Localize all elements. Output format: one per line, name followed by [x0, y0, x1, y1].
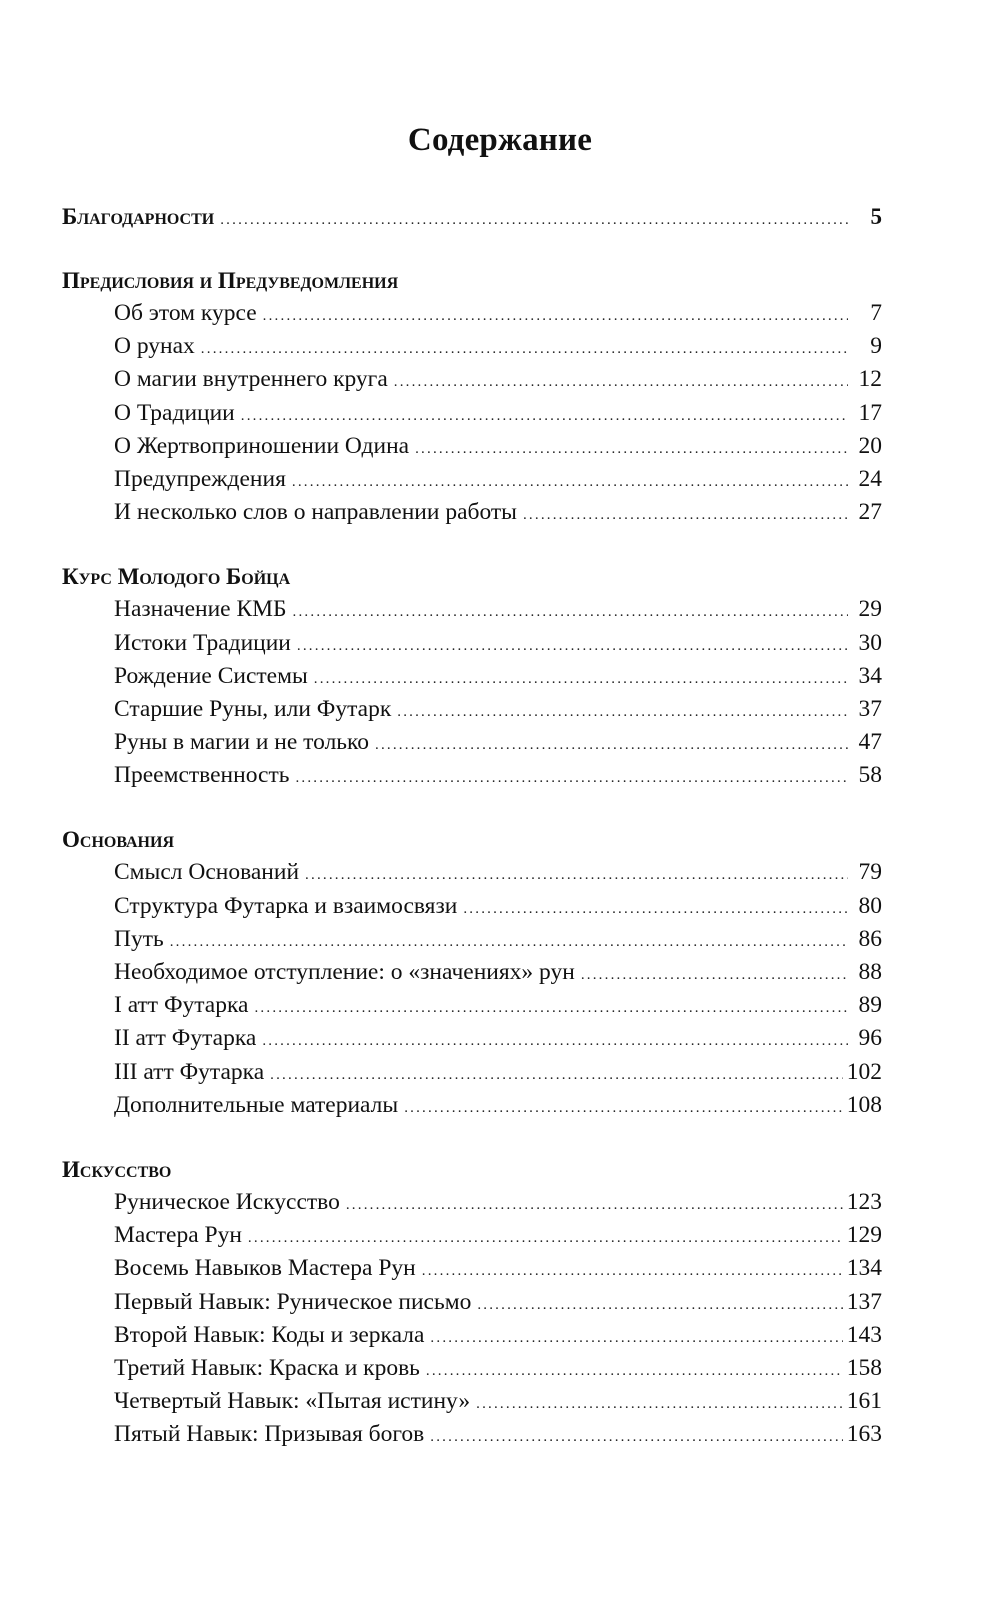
toc-entry — [114, 1219, 882, 1252]
dot-leader — [463, 893, 848, 926]
page-number: 47 — [858, 729, 882, 756]
page-number: 9 — [870, 333, 882, 360]
section-heading: Курс Молодого Бойца — [62, 564, 291, 590]
entry-title: Истоки Традиции — [114, 629, 291, 656]
entry-title: Восемь Навыков Мастера Рун — [114, 1255, 416, 1282]
page-number: 12 — [858, 366, 882, 393]
page-number: 108 — [846, 1091, 882, 1118]
page-number: 27 — [858, 499, 882, 526]
dot-leader — [314, 663, 848, 696]
dot-leader — [262, 1025, 848, 1058]
page-number: 163 — [846, 1421, 882, 1448]
toc-entry — [114, 1418, 882, 1451]
dot-leader — [297, 630, 848, 663]
dot-leader — [170, 926, 848, 959]
page-number: 17 — [858, 399, 882, 426]
toc-entry — [114, 1385, 882, 1418]
dot-leader — [430, 1322, 842, 1355]
dot-leader — [426, 1355, 843, 1388]
toc-entry — [114, 1056, 882, 1089]
page-number: 161 — [846, 1388, 882, 1415]
page-number: 102 — [846, 1058, 882, 1085]
toc-entry — [114, 660, 882, 693]
toc-entry — [114, 496, 882, 529]
entry-title: Назначение КМБ — [114, 596, 287, 623]
toc-section-acknowledgements — [62, 200, 882, 233]
section-heading-row — [62, 200, 882, 233]
toc-entry — [114, 1089, 882, 1122]
toc-entry — [114, 463, 882, 496]
entry-title: Мастера Рун — [114, 1222, 242, 1249]
toc-entry — [114, 1252, 882, 1285]
page-number: 7 — [870, 300, 882, 326]
toc-entry — [114, 363, 882, 396]
page-number: 30 — [858, 629, 882, 656]
dot-leader — [581, 959, 848, 992]
page-number: 58 — [858, 762, 882, 789]
toc-entry — [114, 593, 882, 626]
toc-entry — [114, 726, 882, 759]
dot-leader — [523, 499, 848, 532]
toc-entry — [114, 1352, 882, 1385]
toc-entry — [114, 759, 882, 792]
dot-leader — [397, 696, 848, 729]
section-heading: Благодарности — [62, 204, 215, 229]
dot-leader — [305, 859, 848, 892]
entry-title: Структура Футарка и взаимосвязи — [114, 892, 458, 919]
dot-leader — [476, 1388, 843, 1421]
entry-title: Третий Навык: Краска и кровь — [114, 1354, 420, 1381]
dot-leader — [241, 400, 848, 433]
entry-title: Предупреждения — [114, 465, 286, 492]
dot-leader — [263, 300, 848, 333]
page-number: 37 — [858, 695, 882, 722]
entry-title: Руны в магии и не только — [114, 729, 369, 756]
page-number: 158 — [846, 1354, 882, 1381]
dot-leader — [293, 596, 848, 629]
toc-entry — [114, 1319, 882, 1352]
dot-leader — [477, 1289, 842, 1322]
toc-entry — [114, 693, 882, 726]
page-number: 80 — [858, 892, 882, 919]
toc-entry — [114, 1286, 882, 1319]
entry-title: Смысл Оснований — [114, 859, 300, 886]
dot-leader — [295, 762, 848, 795]
entry-title: Рождение Системы — [114, 662, 308, 689]
toc-entry — [114, 330, 882, 363]
dot-leader — [292, 466, 848, 499]
page-number: 143 — [846, 1321, 882, 1348]
entry-title: Старшие Руны, или Футарк — [114, 695, 392, 722]
page-number: 129 — [846, 1222, 882, 1249]
toc-section-prefaces — [62, 264, 882, 529]
dot-leader — [248, 1222, 843, 1255]
toc-entry — [114, 856, 882, 889]
section-heading: Искусство — [62, 1156, 172, 1182]
dot-leader — [430, 1421, 842, 1454]
entry-title: II атт Футарка — [114, 1025, 257, 1052]
dot-leader — [422, 1255, 843, 1288]
entry-title: Дополнительные материалы — [114, 1091, 399, 1118]
entry-title: И несколько слов о направлении работы — [114, 499, 517, 526]
page-number: 137 — [846, 1288, 882, 1315]
entry-title: Четвертый Навык: «Пытая истину» — [114, 1388, 471, 1415]
dot-leader — [270, 1059, 843, 1092]
toc-entry — [114, 627, 882, 660]
toc-entry — [114, 1022, 882, 1055]
page-number: 20 — [858, 432, 882, 459]
dot-leader — [254, 992, 848, 1025]
dot-leader — [415, 433, 848, 466]
toc-section-basic-course — [62, 560, 882, 792]
toc-entry — [114, 430, 882, 463]
toc-entry — [114, 956, 882, 989]
entry-title: Преемственность — [114, 762, 290, 789]
page-number: 134 — [846, 1255, 882, 1282]
entry-title: I атт Футарка — [114, 992, 249, 1019]
entry-title: Первый Навык: Руническое письмо — [114, 1288, 472, 1315]
page-number: 24 — [858, 465, 882, 492]
dot-leader — [375, 729, 848, 762]
toc-entry — [114, 890, 882, 923]
dot-leader — [201, 333, 848, 366]
page-number: 34 — [858, 662, 882, 689]
toc-section-foundations — [62, 823, 882, 1122]
entry-title: О Жертвоприношении Одина — [114, 432, 410, 459]
entry-title: Второй Навык: Коды и зеркала — [114, 1321, 425, 1348]
page-number: 5 — [870, 204, 882, 229]
page-number: 96 — [858, 1025, 882, 1052]
entry-title: III атт Футарка — [114, 1058, 265, 1085]
dot-leader — [346, 1189, 843, 1222]
entry-title: Необходимое отступление: о «значениях» рун — [114, 959, 575, 985]
entry-title: Руническое Искусство — [114, 1188, 340, 1215]
entry-title: Пятый Навык: Призывая богов — [114, 1421, 425, 1448]
page-number: 123 — [846, 1188, 882, 1215]
page-number: 86 — [858, 925, 882, 952]
toc-entry — [114, 1186, 882, 1219]
page-number: 79 — [858, 859, 882, 886]
entry-title: Об этом курсе — [114, 300, 257, 326]
dot-leader — [404, 1092, 843, 1125]
page-number: 89 — [858, 992, 882, 1019]
section-heading: Предисловия и Предуведомления — [62, 268, 399, 293]
toc-entry — [114, 297, 882, 330]
page-title: Содержание — [407, 122, 593, 158]
dot-leader — [394, 366, 848, 399]
toc-entry — [114, 989, 882, 1022]
toc-entry — [114, 923, 882, 956]
entry-title: О Традиции — [114, 399, 235, 426]
toc-entry — [114, 397, 882, 430]
page-number: 29 — [858, 596, 882, 623]
entry-title: Путь — [114, 925, 164, 952]
toc-section-art — [62, 1153, 882, 1452]
table-of-contents — [62, 200, 882, 1451]
entry-title: О магии внутреннего круга — [114, 366, 388, 393]
dot-leader — [220, 204, 848, 237]
entry-title: О рунах — [114, 333, 195, 360]
section-heading: Основания — [62, 827, 174, 853]
page-number: 88 — [858, 959, 882, 985]
